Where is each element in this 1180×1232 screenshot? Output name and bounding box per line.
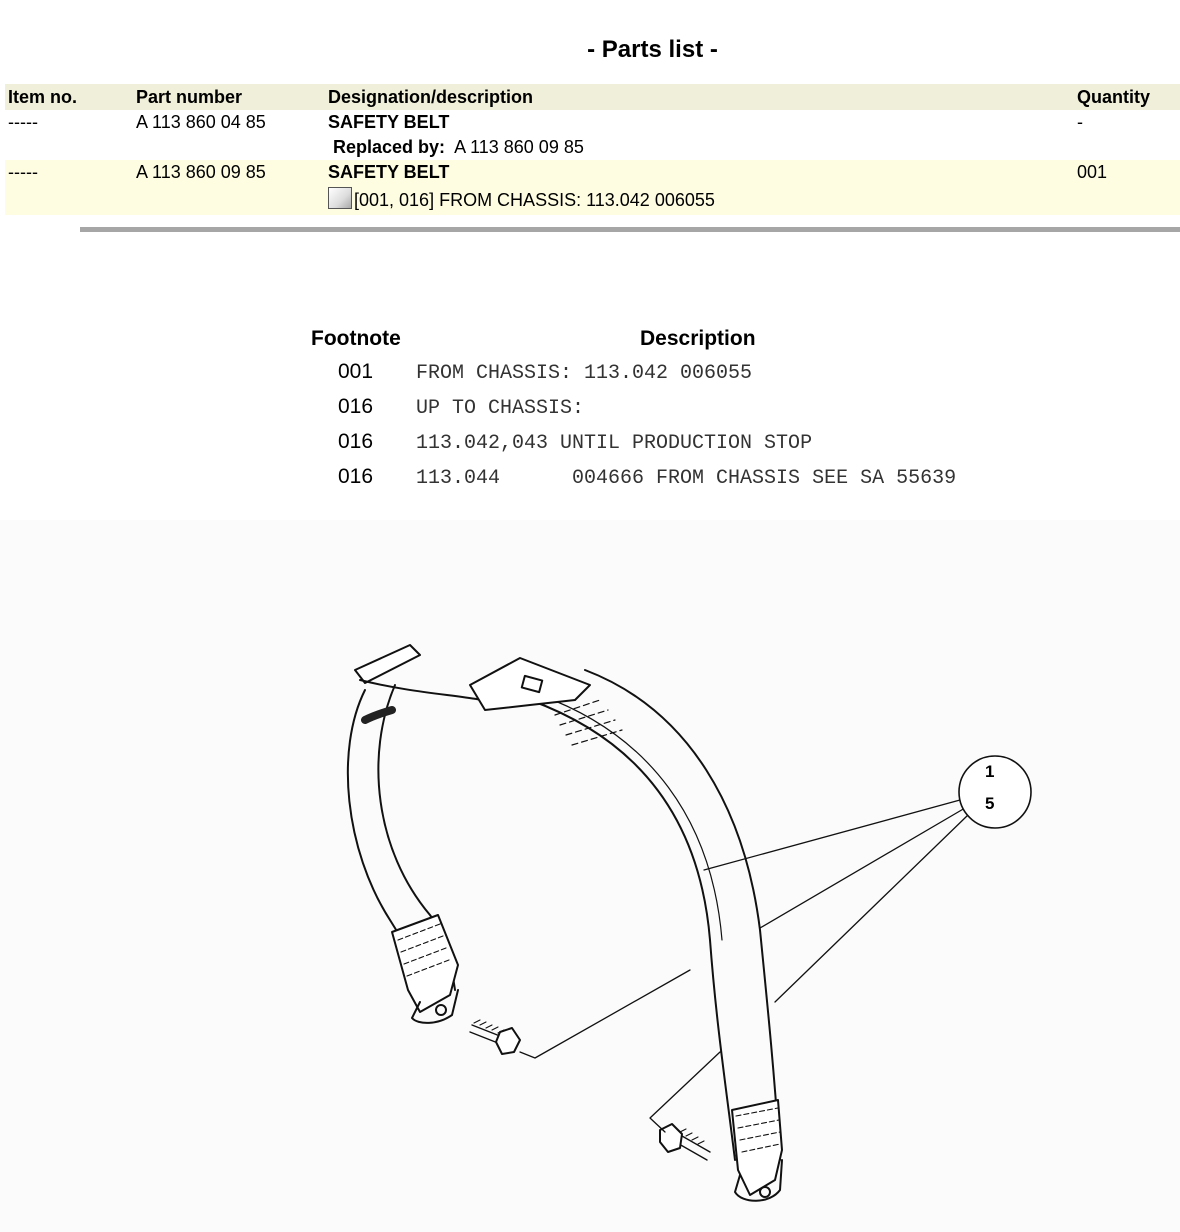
parts-table — [5, 84, 1180, 215]
header-designation: Designation/description — [325, 84, 1074, 110]
footnote-number: 001 — [338, 360, 374, 383]
designation-cell — [325, 110, 1074, 160]
footnote-number: 016 — [338, 395, 374, 418]
item-no-cell: ----- — [5, 110, 133, 160]
safety-belt-drawing-icon — [0, 520, 1180, 1232]
quantity-cell: 001 — [1074, 160, 1180, 215]
table-row[interactable] — [5, 110, 1180, 160]
callout-number-5[interactable]: 5 — [985, 794, 995, 813]
footnote-text: 113.042,043 UNTIL PRODUCTION STOP — [416, 432, 813, 455]
header-part-number: Part number — [133, 84, 325, 110]
replaced-by — [328, 135, 1074, 160]
header-item-no: Item no. — [5, 84, 133, 110]
table-divider — [80, 227, 1180, 232]
parts-drawing — [0, 520, 1180, 1232]
replaced-by-label: Replaced by: — [333, 137, 446, 157]
designation-cell — [325, 160, 1074, 215]
table-header-row — [5, 84, 1180, 110]
footnote-text: FROM CHASSIS: 113.042 006055 — [416, 362, 753, 385]
footnote-text: UP TO CHASSIS: — [416, 397, 585, 420]
table-row[interactable] — [5, 160, 1180, 215]
quantity-cell: - — [1074, 110, 1180, 160]
designation-text: SAFETY BELT — [328, 162, 450, 182]
note-icon[interactable] — [328, 187, 352, 209]
footnote-reference — [328, 185, 1074, 215]
callout-number-1[interactable]: 1 — [985, 762, 995, 781]
header-quantity: Quantity — [1074, 84, 1180, 110]
designation-text: SAFETY BELT — [328, 112, 450, 132]
part-number-cell[interactable]: A 113 860 09 85 — [133, 160, 325, 215]
footnote-number: 016 — [338, 465, 374, 488]
footnote-column-header: Footnote — [311, 327, 401, 350]
description-column-header: Description — [640, 327, 756, 350]
page-title: - Parts list - — [587, 36, 718, 63]
item-no-cell: ----- — [5, 160, 133, 215]
footnote-reference-text: [001, 016] FROM CHASSIS: 113.042 006055 — [354, 190, 715, 210]
footnote-text: 113.044 004666 FROM CHASSIS SEE SA 55639 — [416, 467, 957, 490]
part-number-cell[interactable]: A 113 860 04 85 — [133, 110, 325, 160]
footnote-number: 016 — [338, 430, 374, 453]
replaced-by-part[interactable]: A 113 860 09 85 — [454, 137, 584, 157]
